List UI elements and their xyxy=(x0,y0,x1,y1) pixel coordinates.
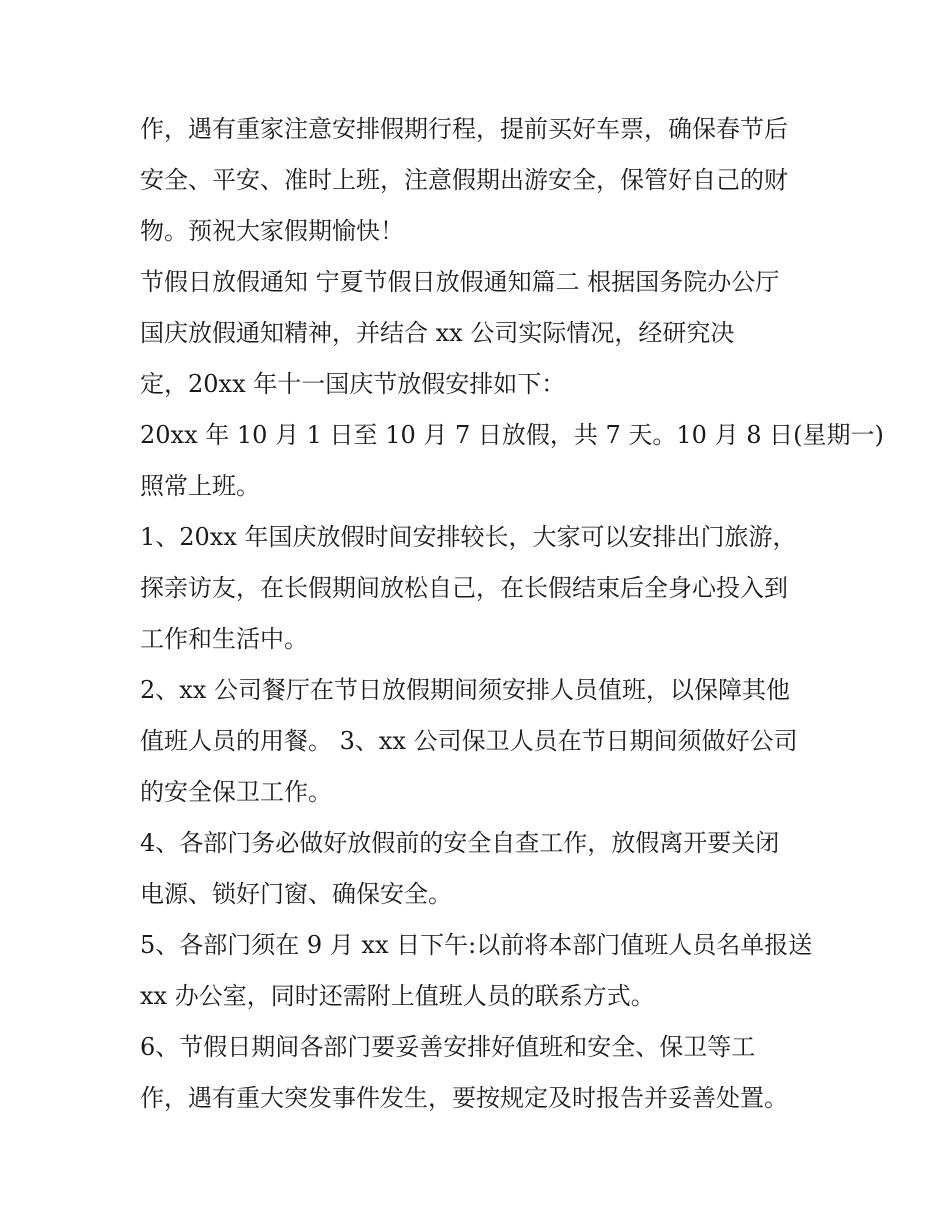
text-line: 定，20xx 年十一国庆节放假安排如下： xyxy=(140,370,566,398)
text-line: 探亲访友，在长假期间放松自己，在长假结束后全身心投入到 xyxy=(140,574,788,602)
text-line: 20xx 年 10 月 1 日至 10 月 7 日放假，共 7 天。10 月 8 日(星期一) xyxy=(140,421,884,449)
document-body xyxy=(140,104,884,1124)
text-line: 国庆放假通知精神，并结合 xx 公司实际情况，经研究决 xyxy=(140,319,735,347)
text-line: 作，遇有重家注意安排假期行程，提前买好车票，确保春节后 xyxy=(140,115,788,143)
text-line: 4、各部门务必做好放假前的安全自查工作，放假离开要关闭 xyxy=(140,829,780,857)
text-line: 值班人员的用餐。 3、xx 公司保卫人员在节日期间须做好公司 xyxy=(140,727,798,755)
text-line: xx 办公室，同时还需附上值班人员的联系方式。 xyxy=(140,982,655,1010)
text-line: 照常上班。 xyxy=(140,472,260,500)
text-line: 工作和生活中。 xyxy=(140,625,308,653)
text-line: 电源、锁好门窗、确保安全。 xyxy=(140,880,452,908)
text-line: 安全、平安、准时上班，注意假期出游安全，保管好自己的财 xyxy=(140,166,788,194)
text-line: 1、20xx 年国庆放假时间安排较长，大家可以安排出门旅游， xyxy=(140,523,797,551)
text-line: 作，遇有重大突发事件发生，要按规定及时报告并妥善处置。 xyxy=(140,1084,788,1112)
text-line: 物。预祝大家假期愉快！ xyxy=(140,217,404,245)
text-line: 6、节假日期间各部门要妥善安排好值班和安全、保卫等工 xyxy=(140,1033,756,1061)
text-line: 5、各部门须在 9 月 xx 日下午:以前将本部门值班人员名单报送 xyxy=(140,931,813,959)
text-line: 的安全保卫工作。 xyxy=(140,778,332,806)
text-line: 2、xx 公司餐厅在节日放假期间须安排人员值班，以保障其他 xyxy=(140,676,790,704)
text-line: 节假日放假通知 宁夏节假日放假通知篇二 根据国务院办公厅 xyxy=(140,268,780,296)
